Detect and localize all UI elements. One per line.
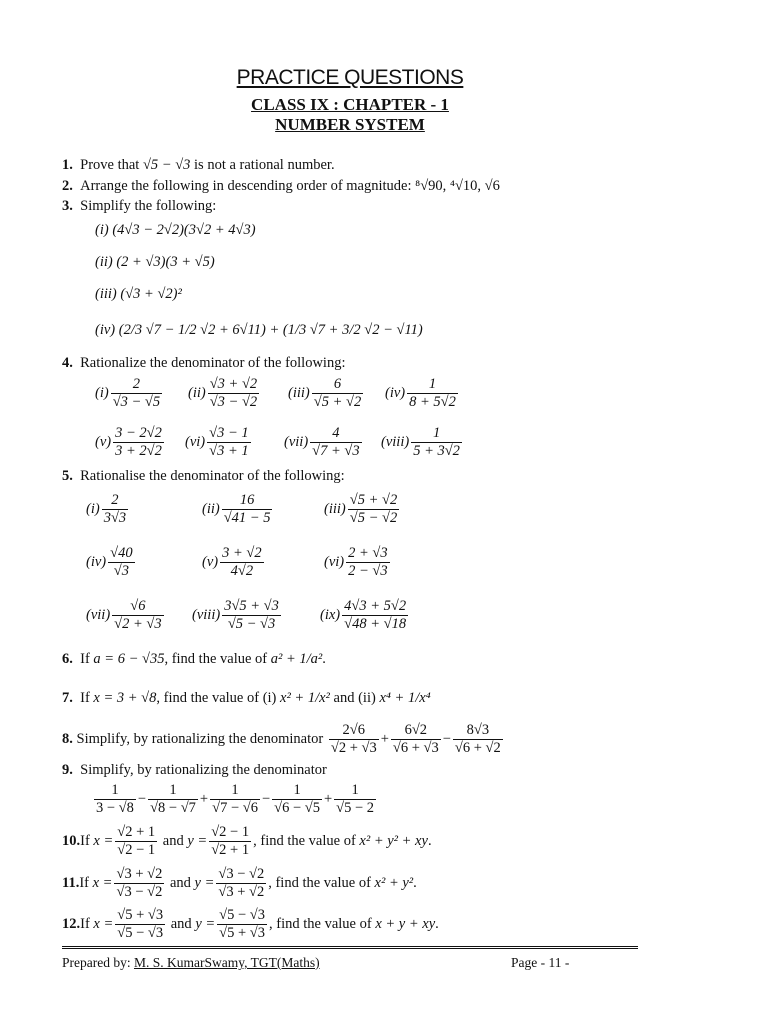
conjunction: and — [170, 916, 192, 932]
question-text: , find the value of — [269, 916, 372, 932]
math-expression: a² + 1/a² — [270, 651, 323, 667]
q9-expression — [92, 782, 378, 817]
fraction: $\frac{2}{3√3}$ — [103, 492, 127, 526]
fraction: $\frac{2 + √3}{2 - √3}$ — [348, 545, 388, 579]
fraction: $\frac{6}{√5 + √2}$ — [313, 376, 362, 410]
fraction: $\frac{1}{3 - √8}$ — [96, 782, 134, 816]
item-label: (iv) — [86, 554, 107, 570]
conjunction: and — [162, 833, 184, 849]
fraction: $\frac{1}{√5 - 2}$ — [336, 782, 375, 816]
question-text: is not a rational number. — [194, 157, 335, 173]
fraction: $\frac{2}{√3 - √5}$ — [112, 376, 161, 410]
question-number: 9. — [62, 762, 73, 778]
operator: + — [380, 731, 389, 747]
question-3 — [62, 198, 216, 215]
q5-item — [324, 492, 401, 527]
fraction: $\frac{√6}{√2 + √3}$ — [114, 598, 162, 632]
item-label: (i) — [95, 222, 109, 238]
q5-item — [86, 598, 166, 633]
operator: + — [323, 791, 333, 807]
q3-item — [95, 286, 182, 303]
math-expression: (2 + √3)(3 + √5) — [116, 254, 215, 270]
q4-item — [95, 425, 166, 460]
author-name: M. S. KumarSwamy, TGT(Maths) — [133, 955, 320, 970]
fraction: $\frac{√5 - √3}{√5 + √3}$ — [219, 907, 266, 941]
q4-item — [284, 425, 364, 460]
question-5 — [62, 468, 345, 485]
question-text: and (ii) — [333, 690, 376, 706]
fraction: $\frac{4}{√7 + √3}$ — [312, 425, 360, 459]
chapter-heading: NUMBER SYSTEM — [275, 115, 425, 134]
prepared-label: Prepared by: — [62, 955, 131, 970]
question-text: If — [80, 916, 90, 932]
item-label: (ii) — [188, 385, 206, 401]
fraction: $\frac{√2 - 1}{√2 + 1}$ — [211, 824, 250, 858]
math-expression: x + y + xy — [375, 916, 436, 932]
question-text: , find the value of — [268, 875, 371, 891]
question-text: Prove that — [80, 157, 140, 173]
math-expression: (4√3 − 2√2)(3√2 + 4√3) — [112, 222, 256, 238]
variable-y: y = — [187, 833, 208, 849]
fraction: $\frac{1}{8 + 5√2}$ — [409, 376, 456, 410]
q5-item — [202, 545, 266, 580]
question-text: If — [80, 833, 90, 849]
item-label: (v) — [202, 554, 219, 570]
fraction: $\frac{3 - 2√2}{3 + 2√2}$ — [115, 425, 162, 459]
class-heading: CLASS IX : CHAPTER - 1 — [251, 95, 449, 114]
question-8 — [62, 722, 505, 757]
end-mark: . — [427, 833, 432, 849]
question-number: 4. — [62, 355, 73, 371]
question-number: 7. — [62, 690, 73, 706]
q4-row-1 — [95, 376, 164, 411]
math-expression: x² + y² — [374, 875, 414, 891]
item-label: (ix) — [320, 607, 341, 623]
fraction: $\frac{√3 + √2}{√3 - √2}$ — [209, 376, 258, 410]
question-number: 8. — [62, 731, 73, 747]
question-number: 3. — [62, 198, 73, 214]
question-6 — [62, 651, 326, 668]
q5-item — [86, 492, 130, 527]
fraction: $\frac{2√6}{√2 + √3}$ — [330, 722, 377, 756]
item-label: (iii) — [95, 286, 117, 302]
end-mark: . — [322, 651, 326, 667]
item-label: (viii) — [192, 607, 221, 623]
question-number: 10. — [62, 833, 81, 849]
q3-item — [95, 322, 423, 339]
question-12 — [62, 907, 439, 942]
item-label: (vii) — [86, 607, 111, 623]
q4-item — [381, 425, 464, 460]
question-text: Simplify, by rationalizing the denominator — [80, 762, 327, 778]
item-label: (iii) — [324, 501, 346, 517]
question-number: 6. — [62, 651, 73, 667]
question-7 — [62, 690, 431, 707]
question-4 — [62, 355, 346, 372]
fraction: $\frac{6√2}{√6 + √3}$ — [392, 722, 439, 756]
fraction: $\frac{4√3 + 5√2}{√48 + √18}$ — [344, 598, 407, 632]
q3-item — [95, 254, 215, 271]
math-expression: ⁸√90, ⁴√10, √6 — [415, 178, 500, 194]
item-label: (vii) — [284, 434, 309, 450]
item-label: (iv) — [385, 385, 406, 401]
question-text: Simplify the following: — [80, 198, 217, 214]
math-expression: x = 3 + √8 — [93, 690, 157, 706]
operator: − — [442, 731, 451, 747]
q4-item — [385, 376, 460, 411]
question-text: If — [79, 875, 89, 891]
fraction: $\frac{√5 + √3}{√5 - √3}$ — [117, 907, 164, 941]
variable-y: y = — [195, 916, 216, 932]
fraction: $\frac{√2 + 1}{√2 - 1}$ — [117, 824, 156, 858]
question-text: , find the value of — [253, 833, 356, 849]
variable-x: x = — [92, 875, 113, 891]
operator: − — [137, 791, 147, 807]
fraction: $\frac{√3 - 1}{√3 + 1}$ — [209, 425, 249, 459]
question-number: 12. — [62, 916, 81, 932]
operator: − — [261, 791, 271, 807]
fraction: $\frac{1}{√7 - √6}$ — [212, 782, 258, 816]
page-title: PRACTICE QUESTIONS — [236, 66, 464, 89]
q5-item — [202, 492, 274, 527]
page-number: Page - 11 - — [511, 955, 570, 970]
question-number: 1. — [62, 157, 73, 173]
question-text: Rationalize the denominator of the following: — [80, 355, 346, 371]
q4-item — [288, 376, 365, 411]
math-expression: (√3 + √2)² — [120, 286, 182, 302]
math-expression: x⁴ + 1/x⁴ — [379, 690, 431, 706]
fraction: $\frac{√40}{√3}$ — [110, 545, 133, 579]
question-text: , find the value of (i) — [156, 690, 277, 706]
math-expression: x² + 1/x² — [280, 690, 330, 706]
question-number: 2. — [62, 178, 73, 194]
item-label: (v) — [95, 434, 112, 450]
item-label: (vi) — [324, 554, 345, 570]
item-label: (iii) — [288, 385, 310, 401]
q5-item — [324, 545, 392, 580]
item-label: (i) — [86, 501, 100, 517]
fraction: $\frac{√3 - √2}{√3 + √2}$ — [218, 866, 265, 900]
question-11 — [62, 866, 417, 901]
question-number: 5. — [62, 468, 73, 484]
question-text: If — [80, 690, 90, 706]
conjunction: and — [169, 875, 191, 891]
variable-y: y = — [194, 875, 215, 891]
fraction: $\frac{3√5 + √3}{√5 - √3}$ — [224, 598, 279, 632]
q5-item — [192, 598, 283, 633]
item-label: (i) — [95, 385, 109, 401]
fraction: $\frac{8√3}{√6 + √2}$ — [454, 722, 501, 756]
variable-x: x = — [93, 833, 114, 849]
q3-item — [95, 222, 256, 239]
question-number: 11. — [62, 875, 80, 891]
end-mark: . — [413, 875, 417, 891]
question-text: Simplify, by rationalizing the denominator — [76, 731, 324, 747]
fraction: $\frac{16}{√41 - 5}$ — [223, 492, 271, 526]
question-text: , find the value of — [164, 651, 268, 667]
math-expression: x² + y² + xy — [359, 833, 428, 849]
question-text: If — [80, 651, 90, 667]
question-9 — [62, 762, 327, 779]
question-text: Arrange the following in descending order of magnitude: — [80, 178, 412, 194]
footer-credit — [62, 955, 320, 971]
operator: + — [199, 791, 209, 807]
q4-item — [185, 425, 253, 460]
question-10 — [62, 824, 432, 859]
item-label: (viii) — [381, 434, 410, 450]
math-expression: a = 6 − √35 — [93, 651, 165, 667]
item-label: (ii) — [95, 254, 113, 270]
q5-item — [320, 598, 410, 633]
variable-x: x = — [93, 916, 114, 932]
footer-divider — [62, 946, 638, 951]
end-mark: . — [435, 916, 439, 932]
question-2 — [62, 178, 500, 195]
item-label: (vi) — [185, 434, 206, 450]
question-1 — [62, 157, 335, 174]
q5-item — [86, 545, 137, 580]
fraction: $\frac{√5 + √2}{√5 - √2}$ — [349, 492, 398, 526]
fraction: $\frac{√3 + √2}{√3 - √2}$ — [116, 866, 163, 900]
fraction: $\frac{1}{√8 - √7}$ — [150, 782, 196, 816]
fraction: $\frac{1}{5 + 3√2}$ — [413, 425, 460, 459]
math-expression: √5 − √3 — [142, 157, 191, 173]
fraction: $\frac{3 + √2}{4√2}$ — [222, 545, 262, 579]
item-label: (iv) — [95, 322, 116, 338]
fraction: $\frac{1}{√6 - √5}$ — [274, 782, 320, 816]
item-label: (ii) — [202, 501, 220, 517]
math-expression: (2/3 √7 − 1/2 √2 + 6√11) + (1/3 √7 + 3/2 √2 − √11) — [118, 322, 423, 338]
q4-item — [188, 376, 261, 411]
question-text: Rationalise the denominator of the following: — [80, 468, 345, 484]
